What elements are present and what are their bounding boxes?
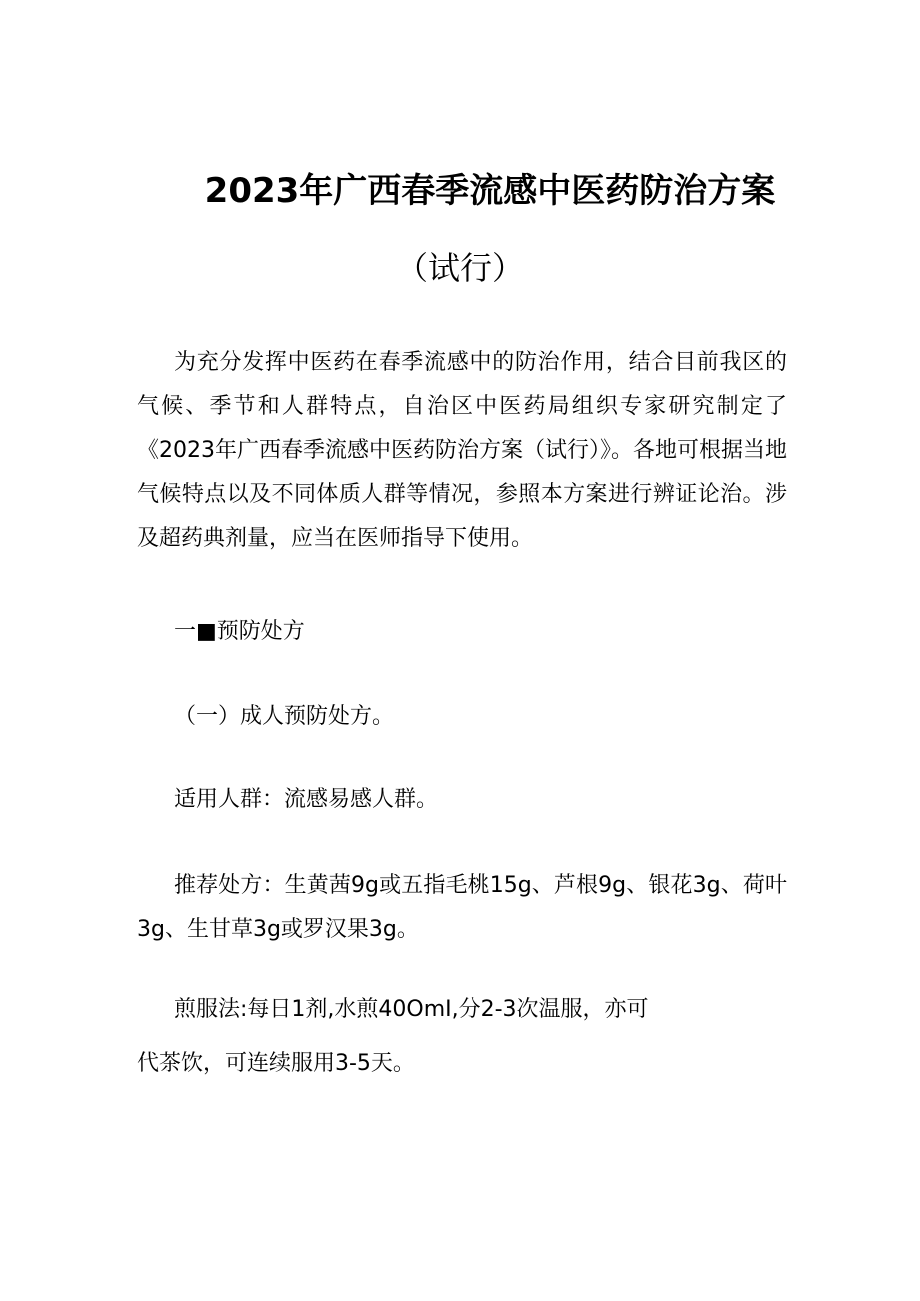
subsection-heading: （一）成人预防处方。 <box>174 704 395 729</box>
applicable-group: 适用人群：流感易感人群。 <box>174 787 439 812</box>
document-subtitle: （试行） <box>395 249 524 287</box>
document-title: 2023年广西春季流感中医药防治方案 <box>204 171 776 211</box>
recommended-prescription: 推荐处方：生黄茜9g或五指毛桃15g、芦根9g、银花3g、荷叶3g、生甘草3g或罗汉果3g。 <box>137 873 787 942</box>
dosage-line-2: 代茶饮，可连续服用3-5天。 <box>137 1051 415 1076</box>
section-heading: 一■预防处方 <box>174 619 305 644</box>
dosage-line-1: 煎服法:每日1剂,水煎40OmI,分2-3次温服，亦可 <box>174 997 649 1022</box>
intro-paragraph: 为充分发挥中医药在春季流感中的防治作用，结合目前我区的气候、季节和人群特点，自治区中医药局组织专家研究制定了《2023年广西春季流感中医药防治方案（试行）》。各地可根据当地气候特点以及不同体质人群等情况，参照本方案进行辨证论治。涉及超药典剂量，应当在医师指导下使用。 <box>137 350 787 551</box>
